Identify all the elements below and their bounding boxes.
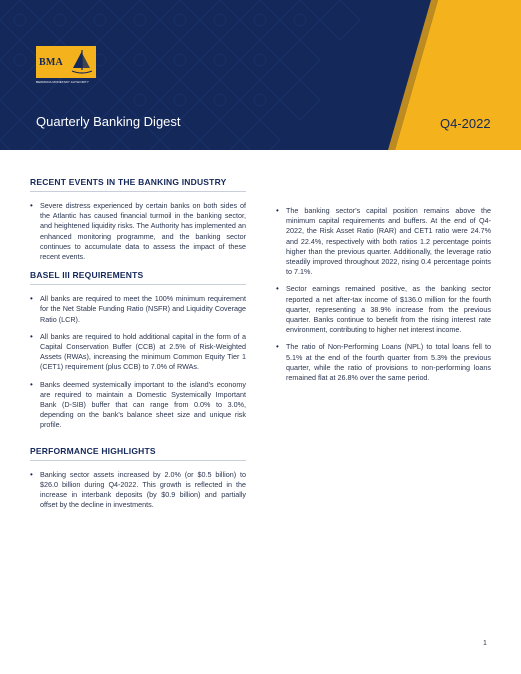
list-item xyxy=(276,206,491,277)
bullet-icon: • xyxy=(30,379,33,389)
list-item-text: All banks are required to hold additional capital in the form of a Capital Conservation Buffer (CCB) at 2.5% of Risk-Weighted Assets (RWAs), increasing the minimum Common Equity Tier 1 (CET1) requirement (plus CCB) to 7.0% of RWAs. xyxy=(40,331,246,372)
performance-list xyxy=(30,470,246,511)
section-divider xyxy=(30,460,246,461)
list-item xyxy=(276,284,491,335)
logo-subtitle: BERMUDA MONETARY AUTHORITY xyxy=(36,80,89,84)
document-title: Quarterly Banking Digest xyxy=(36,114,181,129)
bullet-icon: • xyxy=(30,201,33,210)
list-item-text: Sector earnings remained positive, as the banking sector reported a net after-tax income of $136.0 million for the fourth quarter, representing a 38.9% increase from the previous quarter. Banks continue to benefit from the rising interest rate environment, contributing to higher net interest income. xyxy=(286,284,491,335)
list-item-text: The ratio of Non-Performing Loans (NPL) to total loans fell to 5.1% at the end of the fourth quarter from 5.3% the previous quarter, while the ratio of provisions to non-performing loans remained flat at 26.8% over the same period. xyxy=(286,342,491,383)
basel-list xyxy=(30,294,246,430)
document-quarter: Q4-2022 xyxy=(440,116,491,131)
bullet-icon: • xyxy=(276,284,279,294)
list-item xyxy=(30,201,246,262)
bullet-icon: • xyxy=(276,342,279,352)
recent-events-section xyxy=(30,176,246,262)
list-item-text: Severe distress experienced by certain banks on both sides of the Atlantic has caused financial turmoil in the banking sector, and heightened liquidity risks. The Authority has implemented an enhanced monitoring programme, and the banking sector continues to accumulate data to assess the impact of these recent events. xyxy=(40,201,246,262)
section-divider xyxy=(30,191,246,192)
list-item xyxy=(30,294,246,325)
list-item xyxy=(30,470,246,511)
recent-events-heading: RECENT EVENTS IN THE BANKING INDUSTRY xyxy=(30,177,227,187)
basel-section xyxy=(30,269,246,430)
page-number: 1 xyxy=(483,640,487,647)
header-banner xyxy=(0,0,521,150)
right-column xyxy=(276,176,491,390)
bullet-icon: • xyxy=(30,331,33,341)
list-item-text: Banks deemed systemically important to the island's economy are required to maintain a Domestic Systemically Important Bank (D-SIB) buffer that can range from 0.0% to 3.0%, depending on the bank's balance sheet size and unique risk profile. xyxy=(40,379,246,430)
basel-heading: BASEL III REQUIREMENTS xyxy=(30,270,144,281)
performance-section xyxy=(30,445,246,511)
list-item xyxy=(30,380,246,431)
logo-text: BMA xyxy=(39,56,63,68)
performance-continued-list xyxy=(276,206,491,383)
bullet-icon: • xyxy=(30,469,33,479)
bullet-icon: • xyxy=(276,206,279,215)
list-item-text: The banking sector's capital position remains above the minimum capital requirements and buffers. At the end of Q4-2022, the Risk Asset Ratio (RAR) and CET1 ratio were 24.7% and 22.4%, respectively with both ratios 1.2 percentage points higher than the previous quarter. Additionally, the leverage ratio steadily improved throughout 2022, rising 0.4 percentage points to 7.1%. xyxy=(286,206,491,277)
list-item-text: All banks are required to meet the 100% minimum requirement for the Net Stable Funding Ratio (NSFR) and Liquidity Coverage Ratio (LCR). xyxy=(40,294,246,324)
list-item xyxy=(30,332,246,373)
left-column xyxy=(30,176,246,517)
section-divider xyxy=(30,284,246,285)
sailboat-icon xyxy=(69,48,95,76)
list-item xyxy=(276,342,491,383)
performance-heading: PERFORMANCE HIGHLIGHTS xyxy=(30,445,156,456)
bma-logo xyxy=(36,46,96,84)
recent-events-list xyxy=(30,201,246,262)
bullet-icon: • xyxy=(30,294,33,304)
list-item-text: Banking sector assets increased by 2.0% (or $0.5 billion) to $26.0 billion during Q4-2022. This growth is reflected in the increase in interbank deposits (by $0.9 billion) and partially offset by the decline in investments. xyxy=(40,469,246,510)
